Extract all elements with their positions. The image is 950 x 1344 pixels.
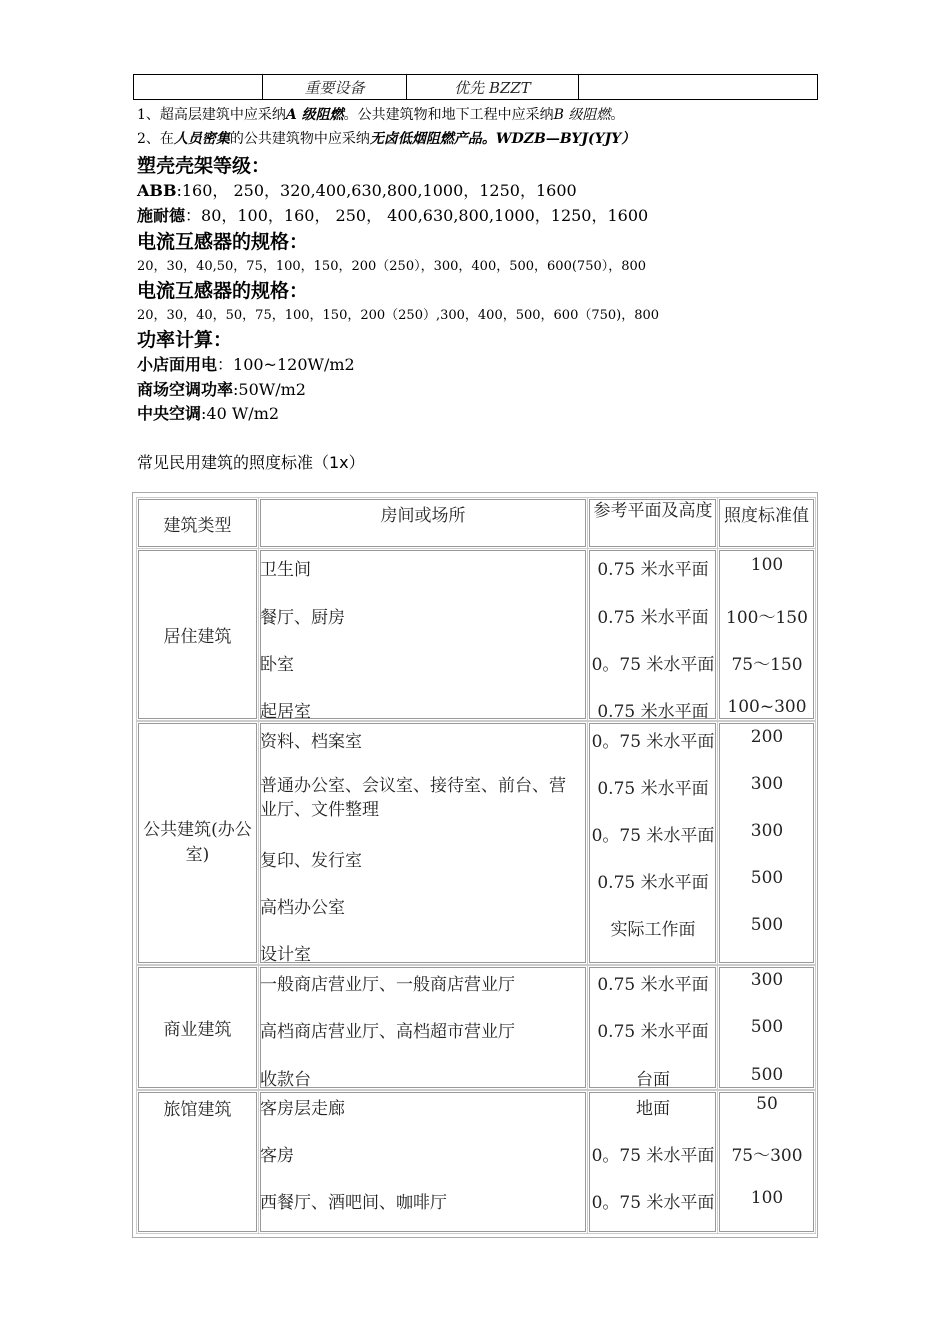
group-type-office-text: 公共建筑(办公室) xyxy=(143,820,252,865)
ct-values-2: 20，30，40，50，75，100，150，200（250）,300，400，500，600（750)，800 xyxy=(137,308,660,323)
shop-line xyxy=(137,352,355,375)
header-building-type xyxy=(138,499,257,547)
value-cell: 100 xyxy=(750,1188,784,1208)
note-1-text-b: 。公共建筑物和地下工程中应采纳 xyxy=(343,107,554,123)
header-building-type-text: 建筑类型 xyxy=(163,515,232,536)
note-2-highlight-b: 无卤低烟阻燃产品。WDZB—BYJ(YJY） xyxy=(369,131,636,147)
header-plane-text: 参考平面及高度 xyxy=(593,501,713,521)
equipment-cell-1 xyxy=(134,75,263,100)
note-2-text-b: 的公共建筑物中应采纳 xyxy=(229,131,370,147)
shop-value: ：100~120W/m2 xyxy=(217,355,355,374)
note-2-highlight-a: 人员密集 xyxy=(173,131,230,147)
value-cell: 75～150 xyxy=(731,655,803,675)
shop-label: 小店面用电 xyxy=(137,355,218,374)
group-type-residential xyxy=(138,550,257,719)
header-value-text: 照度标准值 xyxy=(724,506,809,526)
value-cell: 100～150 xyxy=(726,608,808,628)
plane-cell: 0。75 米水平面 xyxy=(591,1146,715,1166)
illuminance-table-title: 常见民用建筑的照度标准（1x） xyxy=(137,453,365,472)
power-heading: 功率计算： xyxy=(137,329,233,351)
plane-cell: 地面 xyxy=(636,1099,670,1119)
room-cell: 收款台 xyxy=(260,1070,311,1090)
group-type-hotel xyxy=(138,1092,257,1232)
room-cell: 西餐厅、酒吧间、咖啡厅 xyxy=(260,1193,447,1213)
group-type-residential-text: 居住建筑 xyxy=(163,627,232,647)
room-cell: 卫生间 xyxy=(260,560,311,580)
room-cell: 餐厅、厨房 xyxy=(260,608,345,628)
room-cell: 普通办公室、会议室、接待室、前台、营业厅、文件整理 xyxy=(260,776,566,820)
ct-heading-1: 电流互感器的规格： xyxy=(137,231,309,253)
plane-cell: 0。75 米水平面 xyxy=(591,732,715,752)
value-cell: 300 xyxy=(750,821,784,841)
note-1-text-a: 1、超高层建筑中应采纳 xyxy=(137,107,286,123)
schneider-values: ：80，100，160， 250， 400,630,800,1000，1250，1600 xyxy=(185,206,649,225)
note-line-2 xyxy=(137,128,635,148)
note-1-highlight-a: A 级阻燃 xyxy=(285,107,344,123)
abb-line xyxy=(137,178,577,201)
value-cell: 50 xyxy=(756,1094,778,1114)
note-1-highlight-b: B 级阻燃 xyxy=(553,107,611,123)
plane-cell: 0.75 米水平面 xyxy=(597,873,709,893)
room-cell: 起居室 xyxy=(260,702,311,722)
room-cell: 高档办公室 xyxy=(260,898,345,918)
schneider-line xyxy=(137,203,648,226)
central-line xyxy=(137,401,279,424)
room-cell: 复印、发行室 xyxy=(260,851,362,871)
group-type-hotel-text: 旅馆建筑 xyxy=(163,1100,232,1120)
room-cell: 设计室 xyxy=(260,945,311,965)
plane-cell: 0.75 米水平面 xyxy=(597,608,709,628)
central-label: 中央空调 xyxy=(137,404,202,423)
room-cell: 高档商店营业厅、高档超市营业厅 xyxy=(260,1022,515,1042)
value-cell: 300 xyxy=(750,774,784,794)
header-value xyxy=(719,499,814,547)
equipment-cell-4 xyxy=(579,75,818,100)
plane-cell: 0。75 米水平面 xyxy=(591,826,715,846)
value-cell: 100~300 xyxy=(727,697,807,717)
plane-cell: 0.75 米水平面 xyxy=(597,779,709,799)
group-rooms-office xyxy=(260,723,586,963)
schneider-label: 施耐德 xyxy=(137,206,186,225)
mall-label: 商场空调功率 xyxy=(137,380,234,399)
equipment-table xyxy=(133,74,818,100)
value-cell: 500 xyxy=(750,915,784,935)
value-cell: 500 xyxy=(750,868,784,888)
room-cell: 卧室 xyxy=(260,655,294,675)
plane-cell: 0。75 米水平面 xyxy=(591,655,715,675)
header-room xyxy=(260,499,586,547)
note-line-1 xyxy=(137,104,624,124)
room-cell: 一般商店营业厅、一般商店营业厅 xyxy=(260,975,515,995)
abb-label: ABB xyxy=(137,181,177,200)
room-cell: 客房 xyxy=(260,1146,294,1166)
mall-value: :50W/m2 xyxy=(233,380,306,399)
header-room-text: 房间或场所 xyxy=(380,506,466,526)
group-type-commercial-text: 商业建筑 xyxy=(163,1020,232,1040)
ct-heading-2: 电流互感器的规格： xyxy=(137,280,309,302)
value-cell: 200 xyxy=(750,727,784,747)
central-value: :40 W/m2 xyxy=(201,404,280,423)
equipment-cell-2: 重要设备 xyxy=(263,75,407,100)
plane-cell: 0.75 米水平面 xyxy=(597,702,709,722)
value-cell: 75～300 xyxy=(731,1146,803,1166)
plane-cell: 0。75 米水平面 xyxy=(591,1193,715,1213)
header-plane xyxy=(589,499,716,547)
value-cell: 300 xyxy=(750,970,784,990)
value-cell: 100 xyxy=(750,555,784,575)
note-1-text-c: 。 xyxy=(610,107,625,123)
abb-values: :160， 250，320,400,630,800,1000，1250，1600 xyxy=(176,181,577,200)
value-cell: 500 xyxy=(750,1065,784,1085)
plane-cell: 台面 xyxy=(636,1070,670,1090)
ct-values-1: 20，30，40,50，75，100，150，200（250），300，400，500，600(750），800 xyxy=(137,259,647,274)
plane-cell: 0.75 米水平面 xyxy=(597,975,709,995)
equipment-cell-3: 优先 BZZT xyxy=(407,75,579,100)
plane-cell: 0.75 米水平面 xyxy=(597,560,709,580)
group-values-residential xyxy=(719,550,814,719)
value-cell: 500 xyxy=(750,1017,784,1037)
note-2-text-a: 2、在 xyxy=(137,131,174,147)
frame-grade-heading: 塑壳壳架等级： xyxy=(137,155,271,177)
room-cell: 资料、档案室 xyxy=(260,732,362,752)
group-type-commercial xyxy=(138,967,257,1088)
plane-cell: 0.75 米水平面 xyxy=(597,1022,709,1042)
group-type-office xyxy=(138,723,257,963)
plane-cell: 实际工作面 xyxy=(610,920,696,940)
room-cell: 客房层走廊 xyxy=(260,1099,345,1119)
mall-line xyxy=(137,377,306,400)
